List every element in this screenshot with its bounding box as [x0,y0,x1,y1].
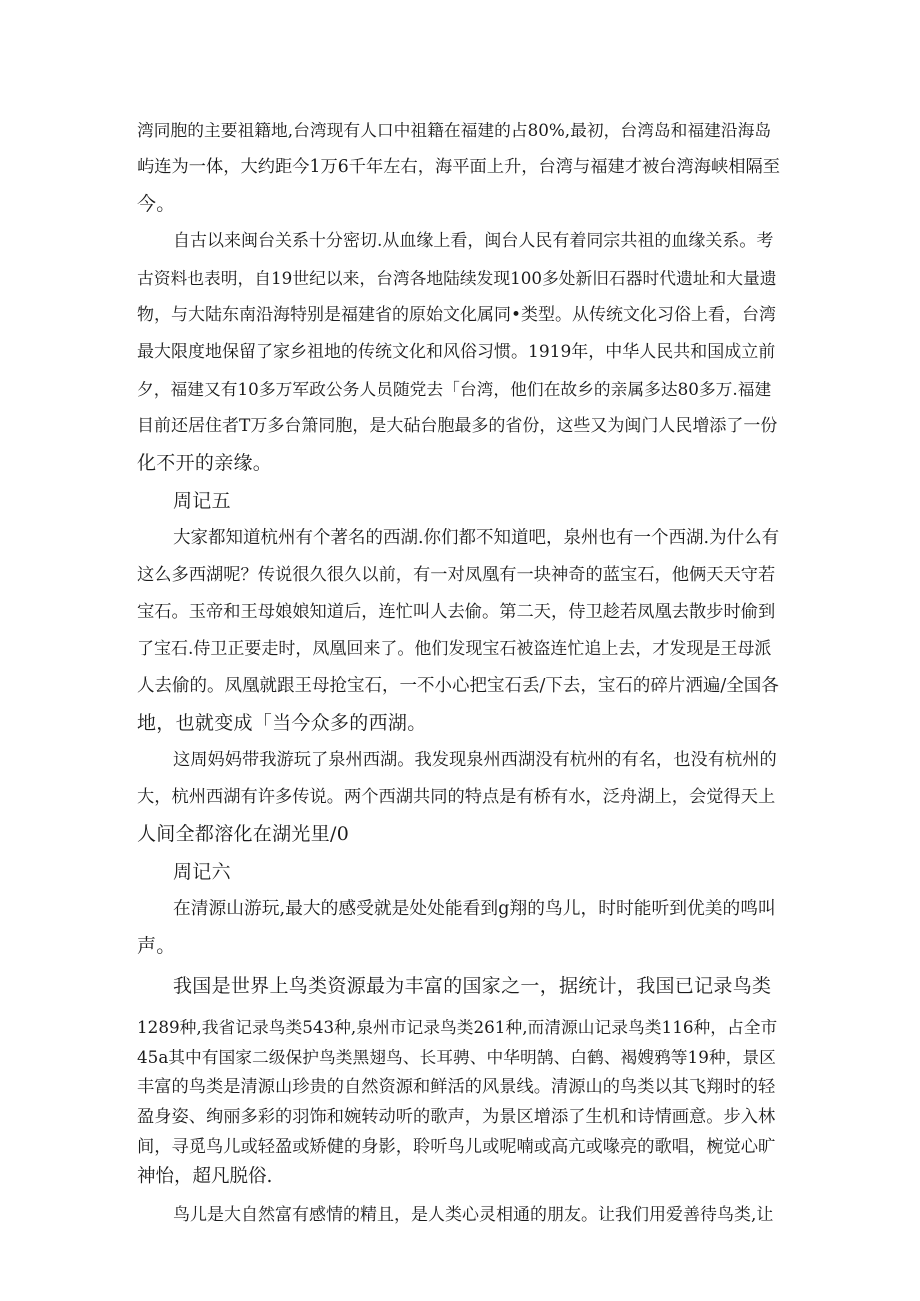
text-line: 神怡，超凡脱俗. [137,1166,273,1187]
text-line: 人去偷的。凤凰就跟王母抢宝石，一不小心把宝石丢/下去，宝石的碎片洒遍/全国各 [137,676,779,696]
text-line: 湾同胞的主要祖籍地,台湾现有人口中祖籍在福建的占80%,最初，台湾岛和福建沿海岛 [137,120,772,140]
text-line: 大，杭州西湖有许多传说。两个西湖共同的特点是有桥有水，泛舟湖上，会觉得天上 [137,787,776,807]
paragraph-first-line: 鸟儿是大自然富有感情的精且，是人类心灵相通的朋友。让我们用爱善待鸟类,让 [173,1205,774,1225]
text-line: 屿连为一体，大约距今1万6千年左右，海平面上升，台湾与福建才被台湾海峡相隔至 [137,157,780,177]
text-line: 目前还居住者T万多台箫同胞，是大砧台胞最多的省份，这些又为闽门人民增添了一份 [137,416,778,436]
text-line: 物，与大陆东南沿海特别是福建省的原始文化属同•类型。从传统文化习俗上看，台湾 [137,305,777,325]
text-line: 夕，福建又有10多万军政公务人员随党去「台湾，他们在故乡的亲属多达80多万.福建 [137,379,772,399]
text-line: 声。 [137,935,176,957]
text-line: 地，也就变成「当今众多的西湖。 [137,712,427,734]
paragraph-first-line: 我国是世界上鸟类资源最为丰富的国家之一，据统计，我国已记录鸟类 [173,975,772,997]
text-line: 丰富的鸟类是清源山珍贵的自然资源和鲜活的风景线。清源山的鸟类以其飞翔时的轻 [137,1077,776,1097]
text-line: 古资料也表明，自19世纪以来，台湾各地陆续发现100多处新旧石器时代遗址和大量遗 [137,268,777,288]
text-line: 人间全都溶化在湖光里/0 [137,823,350,845]
paragraph-first-line: 这周妈妈带我游玩了泉州西湖。我发现泉州西湖没有杭州的有名，也没有杭州的 [173,750,777,770]
paragraph-first-line: 自古以来闽台关系十分密切.从血缘上看，闽台人民有着同宗共祖的血缘关系。考 [173,231,774,251]
paragraph-first-line: 大家都知道杭州有个著名的西湖.你们都不知道吧，泉州也有一个西湖.为什么有 [173,528,780,548]
text-line: 盈身姿、绚丽多彩的羽饰和婉转动听的歌声，为景区增添了生机和诗情画意。步入林 [137,1107,776,1127]
section-heading: 周记五 [173,490,231,512]
text-line: 了宝石.侍卫正要走时，凤凰回来了。他们发现宝石被盗连忙追上去，才发现是王母派 [137,639,772,659]
text-line: 间，寻觅鸟儿或轻盈或矫健的身影，聆听鸟儿或呢喃或高亢或喙亮的歌唱，椀觉心旷 [137,1137,776,1157]
text-line: 最大限度地保留了家乡祖地的传统文化和风俗习惯。1919年，中华人民共和国成立前 [137,342,776,362]
text-line: 化不开的亲缘。 [137,452,273,474]
text-line: 宝石。玉帝和王母娘娘知道后，连忙叫人去偷。第二天，侍卫趁若凤凰去散步时偷到 [137,602,776,622]
section-heading: 周记六 [173,861,231,883]
text-line: 1289种,我省记录鸟类543种,泉州市记录鸟类261种,而清源山记录鸟类116种，占全市 [137,1017,778,1037]
paragraph-first-line: 在清源山游玩,最大的感受就是处处能看到g翔的鸟儿，时时能听到优美的鸣叫 [173,899,776,919]
text-line: 45a其中有国家二级保护鸟类黑翅鸟、长耳骋、中华明鹄、白鹤、褐嫂鸦等19种，景区 [137,1047,776,1067]
text-line: 这么多西湖呢？传说很久很久以前，有一对凤凰有一块神奇的蓝宝石，他俩天天守若 [137,565,776,585]
text-line: 今。 [137,193,176,215]
